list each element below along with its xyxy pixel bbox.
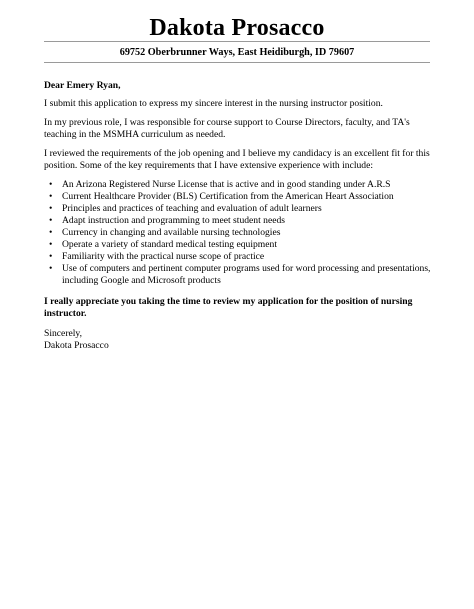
requirement-text: Familiarity with the practical nurse scope of practice xyxy=(62,251,265,262)
list-item xyxy=(49,215,434,227)
bullet-icon: • xyxy=(49,179,53,190)
requirement-text: Use of computers and pertinent computer programs used for word processing and presentations, including Google and Microsoft products xyxy=(62,263,431,286)
list-item xyxy=(49,263,434,287)
requirement-text: Currency in changing and available nursing technologies xyxy=(62,227,281,238)
paragraph-previous-role: In my previous role, I was responsible for course support to Course Directors, faculty, and TA's teaching in the MSMHA curriculum as needed. xyxy=(44,117,410,140)
requirement-text: An Arizona Registered Nurse License that is active and in good standing under A.R.S xyxy=(62,179,391,190)
applicant-address: 69752 Oberbrunner Ways, East Heidiburgh, ID 79607 xyxy=(119,47,355,58)
signoff: Sincerely, xyxy=(44,328,83,339)
list-item xyxy=(49,251,434,263)
requirements-list xyxy=(44,179,434,287)
header-divider-bottom xyxy=(44,62,430,63)
bullet-icon: • xyxy=(49,191,53,202)
bullet-icon: • xyxy=(49,263,53,274)
bullet-icon: • xyxy=(49,227,53,238)
requirement-text: Operate a variety of standard medical testing equipment xyxy=(62,239,277,250)
requirement-text: Adapt instruction and programming to meet student needs xyxy=(62,215,286,226)
requirement-text: Principles and practices of teaching and evaluation of adult learners xyxy=(62,203,322,214)
closing-statement: I really appreciate you taking the time to review my application for the position of nursing instructor. xyxy=(44,296,413,319)
list-item xyxy=(49,179,434,191)
signature-name: Dakota Prosacco xyxy=(44,340,109,351)
requirement-text: Current Healthcare Provider (BLS) Certification from the American Heart Association xyxy=(62,191,394,202)
bullet-icon: • xyxy=(49,215,53,226)
letter-body xyxy=(44,80,434,352)
paragraph-intro: I submit this application to express my sincere interest in the nursing instructor position. xyxy=(44,98,383,109)
applicant-name: Dakota Prosacco xyxy=(149,15,325,41)
bullet-icon: • xyxy=(49,251,53,262)
list-item xyxy=(49,227,434,239)
bullet-icon: • xyxy=(49,239,53,250)
header-divider-top xyxy=(44,41,430,42)
paragraph-requirements-intro: I reviewed the requirements of the job opening and I believe my candidacy is an excellent fit for this position. Some of the key requirements that I have extensive experience with include: xyxy=(44,148,430,171)
salutation: Dear Emery Ryan, xyxy=(44,80,121,91)
list-item xyxy=(49,203,434,215)
list-item xyxy=(49,191,434,203)
list-item xyxy=(49,239,434,251)
bullet-icon: • xyxy=(49,203,53,214)
